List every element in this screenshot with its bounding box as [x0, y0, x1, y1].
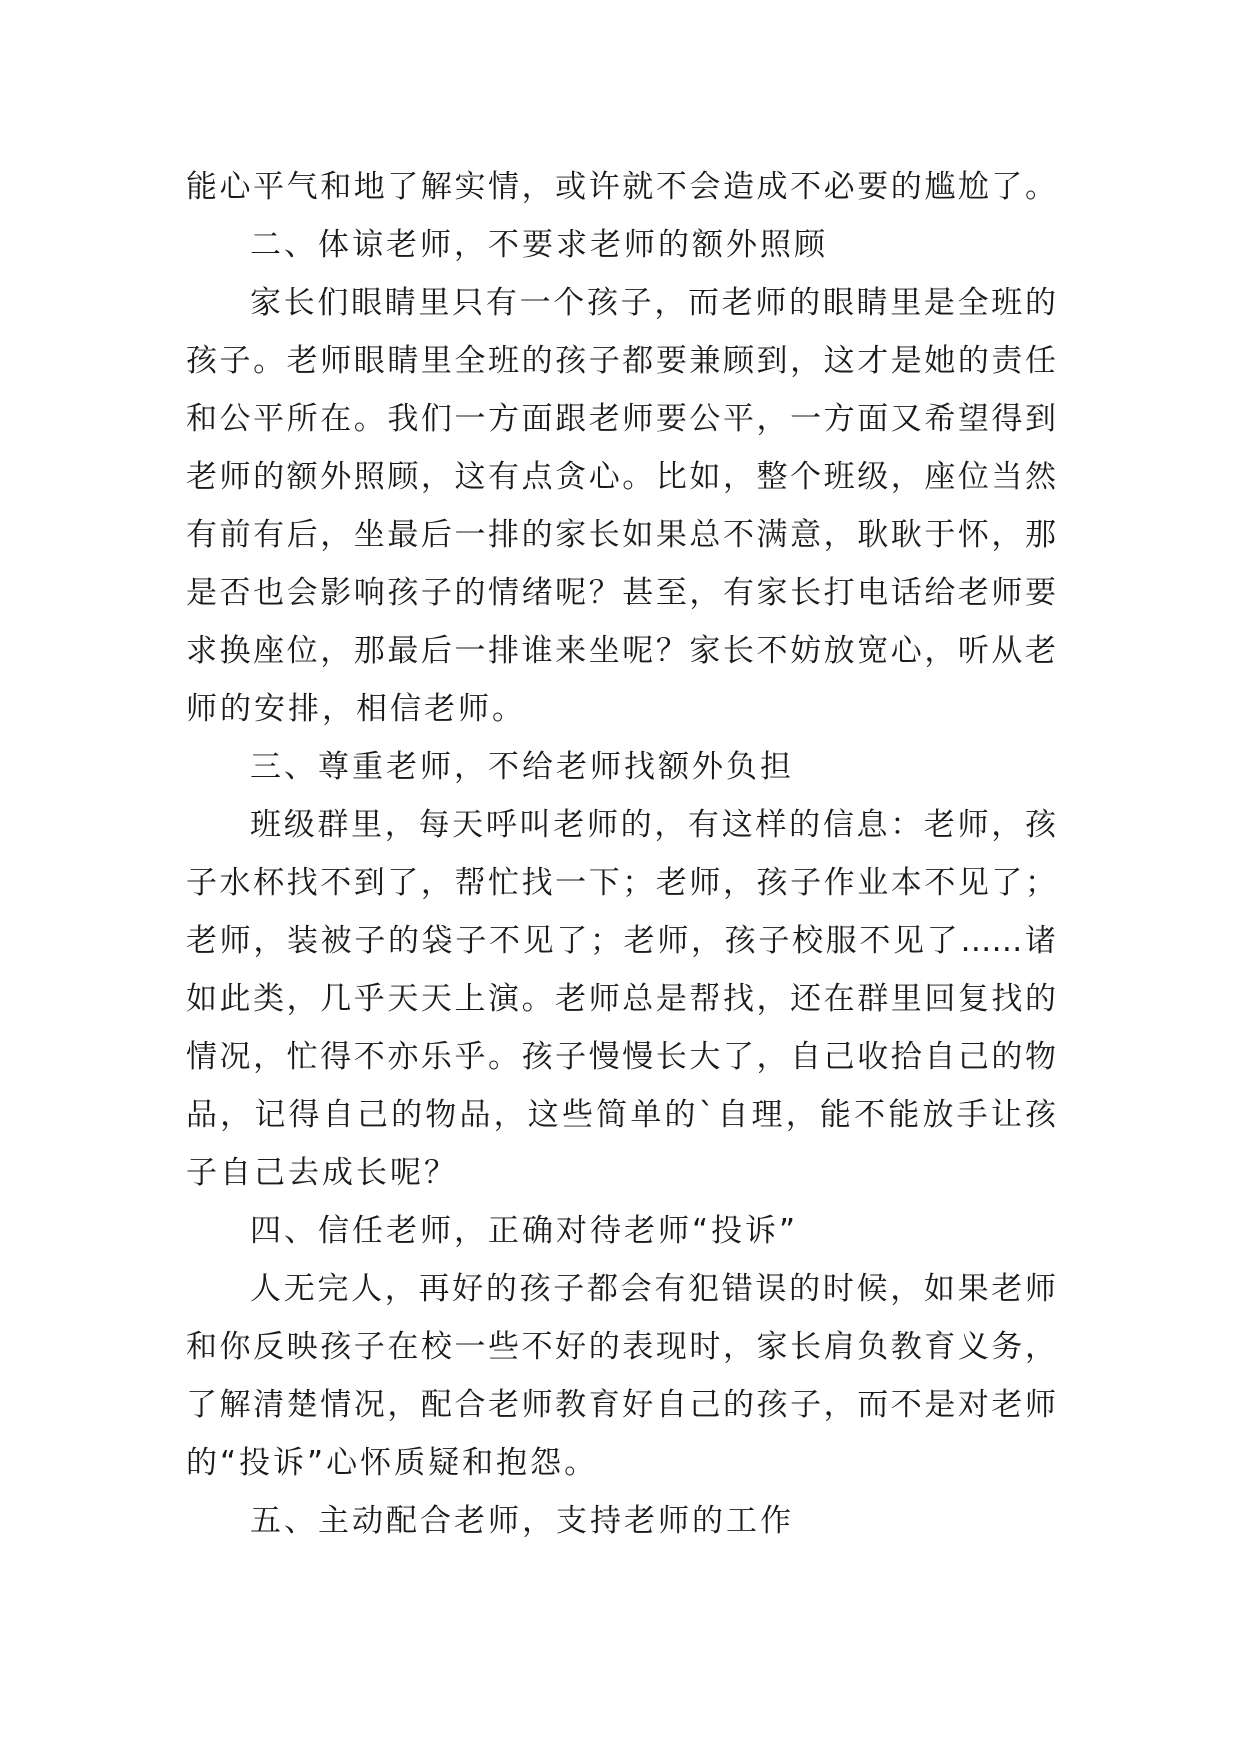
- section-heading: 五、主动配合老师，支持老师的工作: [250, 1503, 794, 1539]
- paragraph-line: 人无完人，再好的孩子都会有犯错误的时候，如果老师: [250, 1271, 1056, 1307]
- paragraph-line: 的“投诉”心怀质疑和抱怨。: [186, 1445, 599, 1481]
- paragraph-line: 和公平所在。我们一方面跟老师要公平，一方面又希望得到: [186, 401, 1056, 437]
- paragraph-line: 老师的额外照顾，这有点贪心。比如，整个班级，座位当然: [186, 459, 1056, 495]
- section-heading: 三、尊重老师，不给老师找额外负担: [250, 749, 794, 785]
- paragraph-line: 老师，装被子的袋子不见了；老师，孩子校服不见了……诸: [186, 923, 1056, 959]
- paragraph-line: 师的安排，相信老师。: [186, 691, 526, 727]
- paragraph-line: 子水杯找不到了，帮忙找一下；老师，孩子作业本不见了；: [186, 865, 1056, 901]
- paragraph-line: 能心平气和地了解实情，或许就不会造成不必要的尴尬了。: [186, 169, 1056, 205]
- paragraph-line: 情况，忙得不亦乐乎。孩子慢慢长大了，自己收拾自己的物: [186, 1039, 1056, 1075]
- paragraph-line: 了解清楚情况，配合老师教育好自己的孩子，而不是对老师: [186, 1387, 1056, 1423]
- paragraph-line: 子自己去成长呢？: [186, 1155, 458, 1191]
- section-heading: 四、信任老师，正确对待老师“投诉”: [250, 1213, 799, 1249]
- paragraph-line: 品，记得自己的物品，这些简单的`自理，能不能放手让孩: [186, 1097, 1056, 1133]
- paragraph-line: 和你反映孩子在校一些不好的表现时，家长肩负教育义务，: [186, 1329, 1056, 1365]
- paragraph-line: 是否也会影响孩子的情绪呢？甚至，有家长打电话给老师要: [186, 575, 1056, 611]
- paragraph-line: 求换座位，那最后一排谁来坐呢？家长不妨放宽心，听从老: [186, 633, 1056, 669]
- section-heading: 二、体谅老师，不要求老师的额外照顾: [250, 227, 828, 263]
- paragraph-line: 如此类，几乎天天上演。老师总是帮找，还在群里回复找的: [186, 981, 1056, 1017]
- paragraph-line: 有前有后，坐最后一排的家长如果总不满意，耿耿于怀，那: [186, 517, 1056, 553]
- paragraph-line: 家长们眼睛里只有一个孩子，而老师的眼睛里是全班的: [250, 285, 1056, 321]
- paragraph-line: 孩子。老师眼睛里全班的孩子都要兼顾到，这才是她的责任: [186, 343, 1056, 379]
- paragraph-line: 班级群里，每天呼叫老师的，有这样的信息：老师，孩: [250, 807, 1056, 843]
- document-body: [186, 158, 1056, 1550]
